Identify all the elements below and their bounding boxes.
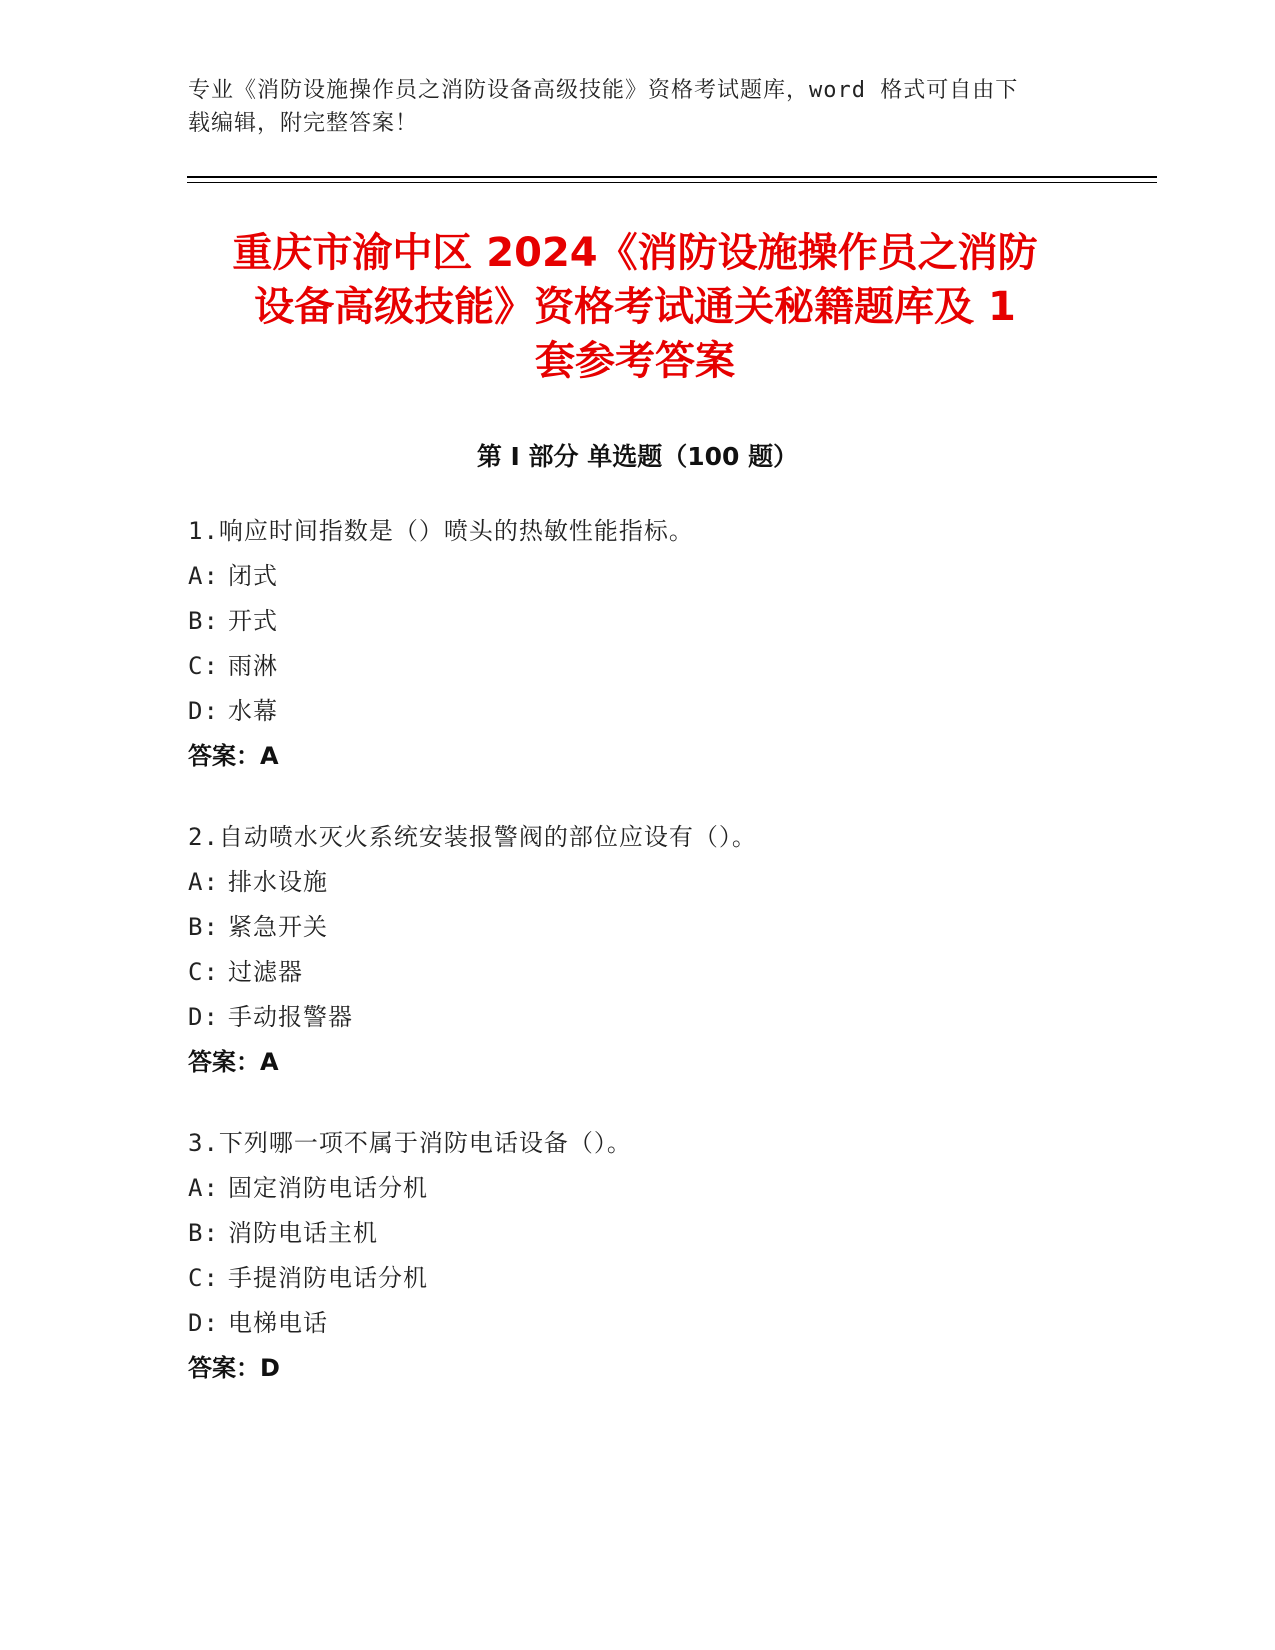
option-a bbox=[188, 860, 1148, 905]
question-stem: 3.下列哪一项不属于消防电话设备（）。 bbox=[188, 1129, 632, 1157]
option-letter: B: bbox=[188, 607, 219, 635]
option-letter: A: bbox=[188, 1174, 219, 1202]
option-letter: C: bbox=[188, 652, 219, 680]
document-header-note bbox=[188, 74, 1068, 140]
document-title-line-2: 设备高级技能》资格考试通关秘籍题库及 1 bbox=[254, 284, 1016, 330]
option-text: 过滤器 bbox=[228, 958, 303, 986]
option-text: 水幕 bbox=[228, 697, 278, 725]
document-title-line-1: 重庆市渝中区 2024《消防设施操作员之消防 bbox=[232, 230, 1038, 276]
option-letter: A: bbox=[188, 562, 219, 590]
option-letter: D: bbox=[188, 697, 219, 725]
header-divider-thick bbox=[187, 176, 1157, 178]
option-text: 开式 bbox=[228, 607, 278, 635]
option-text: 手动报警器 bbox=[228, 1003, 353, 1031]
question-2 bbox=[188, 815, 1148, 1085]
option-text: 消防电话主机 bbox=[228, 1219, 378, 1247]
option-b bbox=[188, 905, 1148, 950]
option-c bbox=[188, 950, 1148, 995]
option-d bbox=[188, 1301, 1148, 1346]
section-heading: 第 I 部分 单选题（100 题） bbox=[476, 442, 799, 471]
option-letter: C: bbox=[188, 1264, 219, 1292]
question-stem: 2.自动喷水灭火系统安装报警阀的部位应设有（）。 bbox=[188, 823, 757, 851]
option-d bbox=[188, 995, 1148, 1040]
option-text: 雨淋 bbox=[228, 652, 278, 680]
option-b bbox=[188, 599, 1148, 644]
option-c bbox=[188, 644, 1148, 689]
answer-line: 答案：A bbox=[188, 742, 279, 770]
option-letter: C: bbox=[188, 958, 219, 986]
option-d bbox=[188, 689, 1148, 734]
option-text: 手提消防电话分机 bbox=[228, 1264, 428, 1292]
option-letter: D: bbox=[188, 1309, 219, 1337]
option-b bbox=[188, 1211, 1148, 1256]
option-text: 紧急开关 bbox=[228, 913, 328, 941]
question-1 bbox=[188, 509, 1148, 779]
option-text: 固定消防电话分机 bbox=[228, 1174, 428, 1202]
question-stem: 1.响应时间指数是（）喷头的热敏性能指标。 bbox=[188, 517, 694, 545]
answer-line: 答案：A bbox=[188, 1048, 279, 1076]
option-c bbox=[188, 1256, 1148, 1301]
option-letter: D: bbox=[188, 1003, 219, 1031]
option-letter: A: bbox=[188, 868, 219, 896]
document-title-line-3: 套参考答案 bbox=[535, 338, 735, 384]
answer-line: 答案：D bbox=[188, 1354, 280, 1382]
header-note-line-1: 专业《消防设施操作员之消防设备高级技能》资格考试题库，word 格式可自由下 bbox=[188, 78, 1019, 103]
question-3 bbox=[188, 1121, 1148, 1391]
option-text: 闭式 bbox=[228, 562, 278, 590]
option-letter: B: bbox=[188, 1219, 219, 1247]
document-title bbox=[180, 226, 1090, 388]
header-divider-thin bbox=[187, 182, 1157, 183]
header-note-line-2: 载编辑，附完整答案！ bbox=[188, 111, 419, 136]
option-a bbox=[188, 1166, 1148, 1211]
option-text: 电梯电话 bbox=[228, 1309, 328, 1337]
option-a bbox=[188, 554, 1148, 599]
option-letter: B: bbox=[188, 913, 219, 941]
option-text: 排水设施 bbox=[228, 868, 328, 896]
